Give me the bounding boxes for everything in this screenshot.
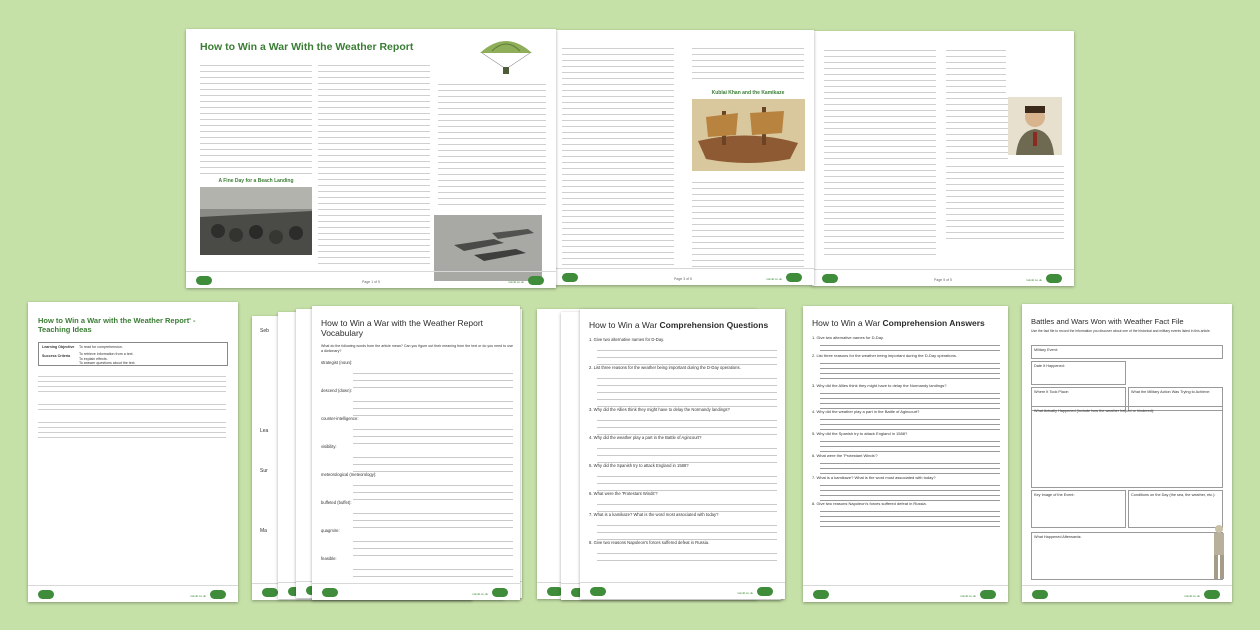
- page-footer: [812, 269, 1074, 286]
- answers-page: [803, 306, 1008, 602]
- question-item: 8. Give two reasons Napoleon's forces suffered defeat in Russia.: [589, 540, 710, 545]
- vocab-word: counter-intelligence:: [321, 416, 359, 421]
- question-item: 6. What were the 'Protestant Winds'?: [589, 491, 658, 496]
- answer-text: [820, 437, 1000, 453]
- vocabulary-intro: What do the following words from the article mean? Can you figure out their meaning from the text or do you need to use a dictionary?: [321, 344, 513, 353]
- answer-text: [820, 359, 1000, 383]
- vocabulary-page: [312, 306, 520, 600]
- page-footer: [28, 585, 238, 602]
- field-happened: [1031, 406, 1223, 488]
- page-footer: [580, 582, 785, 599]
- criteria-item: To retrieve information from a text.: [79, 352, 134, 356]
- answer-text: [820, 341, 1000, 353]
- answer-lines: [353, 367, 513, 388]
- field-aim-label: What the Military Action Was Trying to Achieve:: [1131, 390, 1211, 394]
- vocab-word: visibility:: [321, 444, 337, 449]
- answer-lines: [597, 442, 777, 463]
- page-number: Page 5 of 5: [934, 278, 952, 282]
- article-text: [200, 60, 312, 176]
- article-text: [692, 43, 804, 83]
- soldier-illustration: [1210, 522, 1228, 582]
- vocab-word: meteorological (meteorology):: [321, 472, 377, 477]
- questions-page: [580, 309, 785, 599]
- article-text: [438, 79, 546, 209]
- objective-text: To read for comprehension.: [79, 345, 123, 349]
- beach-landing-image: [200, 187, 312, 255]
- answer-lines: [597, 498, 777, 512]
- article-page-3: [552, 30, 814, 285]
- questions-title-plain: How to Win a War: [589, 320, 660, 330]
- answers-list: [812, 335, 1000, 527]
- vocabulary-list: [321, 360, 513, 577]
- answer-lines: [597, 519, 777, 540]
- footer-url: twinkl.co.uk: [190, 594, 206, 598]
- criteria-item: To explain effects.: [79, 356, 108, 361]
- footer-url: twinkl.co.uk: [1026, 278, 1042, 282]
- field-conditions: [1128, 490, 1223, 528]
- field-event: [1031, 345, 1223, 359]
- answer-lines: [353, 423, 513, 444]
- side-label: Seb: [260, 328, 269, 334]
- article-text: [318, 60, 430, 268]
- fact-file-title: Battles and Wars Won with Weather Fact File: [1031, 317, 1184, 326]
- field-after-label: What Happened Afterwards:: [1034, 535, 1082, 539]
- objective-label: Learning Objective: [42, 345, 75, 349]
- answer-question: 1. Give two alternative names for D-Day.: [812, 335, 884, 340]
- fact-file-page: [1022, 304, 1232, 602]
- footer-url: twinkl.co.uk: [960, 594, 976, 598]
- vocab-word: quagmire:: [321, 528, 340, 533]
- question-item: 1. Give two alternative names for D-Day.: [589, 337, 665, 342]
- vocab-word: strategist (noun):: [321, 360, 353, 365]
- questions-list: [589, 337, 777, 561]
- answer-text: [820, 459, 1000, 475]
- page-number: Page 3 of 5: [674, 277, 692, 281]
- answer-question: 7. What is a kamikaze? What is the word most associated with today?: [812, 475, 936, 480]
- answer-lines: [353, 451, 513, 472]
- vocab-word: feasible:: [321, 556, 337, 561]
- section-subheading: A Fine Day for a Beach Landing: [218, 178, 294, 184]
- answer-question: 8. Give two reasons Napoleon's forces suffered defeat in Russia.: [812, 501, 927, 506]
- kublai-khan-image: [692, 99, 805, 171]
- answer-lines: [597, 547, 777, 561]
- page-footer: [186, 271, 556, 288]
- answer-question: 4. Why did the weather play a part in the Battle of Agincourt?: [812, 409, 920, 414]
- field-image-label: Key Image of the Event:: [1034, 493, 1075, 497]
- article-text: [692, 177, 804, 269]
- answers-title-bold: Comprehension Answers: [882, 318, 985, 328]
- side-label: Sur: [260, 468, 268, 474]
- answer-question: 2. List three reasons for the weather being important during the D-Day operations.: [812, 353, 957, 358]
- page-footer: [803, 585, 1008, 602]
- answer-lines: [353, 563, 513, 577]
- criteria-item: To answer questions about the text.: [79, 361, 136, 365]
- article-text: [562, 43, 674, 268]
- answers-title-plain: How to Win a War: [812, 318, 883, 328]
- teaching-text: [38, 418, 226, 438]
- answer-question: 5. Why did the Spanish try to attack England in 1588?: [812, 431, 908, 436]
- article-text: [824, 45, 936, 260]
- answers-title: [812, 318, 985, 328]
- question-item: 4. Why did the weather play a part in the Battle of Agincourt?: [589, 435, 702, 440]
- page-number: Page 1 of 5: [362, 280, 380, 284]
- teaching-ideas-title: How to Win a War with the Weather Report' - Teaching Ideas: [38, 316, 196, 334]
- question-item: 7. What is a kamikaze? What is the word most associated with today?: [589, 512, 719, 517]
- criteria-label: Success Criteria: [42, 354, 71, 358]
- parachute-icon: [476, 35, 536, 75]
- field-happened-label: What Actually Happened (Include how the weather helped or hindered):: [1034, 409, 1155, 413]
- answer-lines: [353, 507, 513, 528]
- field-image: [1031, 490, 1126, 528]
- article-page-1: [186, 29, 556, 288]
- questions-title-bold: Comprehension Questions: [659, 320, 769, 330]
- question-item: 2. List three reasons for the weather being important during the D-Day operations.: [589, 365, 741, 370]
- fact-file-intro: Use the fact file to record the information you discover about one of the historical and military events listed in this article.: [1031, 329, 1211, 333]
- article-title: How to Win a War With the Weather Report: [200, 41, 414, 53]
- footer-url: twinkl.co.uk: [508, 280, 524, 284]
- answer-text: [820, 389, 1000, 409]
- section-subheading: Kublai Khan and the Kamikaze: [711, 90, 785, 96]
- answer-text: [820, 481, 1000, 501]
- answer-question: 3. Why did the Allies think they might have to delay the Normandy landings?: [812, 383, 947, 388]
- page-footer: [312, 583, 520, 600]
- side-label: Ma: [260, 528, 267, 534]
- objectives-box: [38, 342, 228, 366]
- answer-lines: [353, 395, 513, 416]
- answer-lines: [353, 535, 513, 556]
- footer-url: twinkl.co.uk: [1184, 594, 1200, 598]
- teaching-text: [38, 372, 226, 396]
- footer-url: twinkl.co.uk: [737, 591, 753, 595]
- question-item: 3. Why did the Allies think they might have to delay the Normandy landings?: [589, 407, 730, 412]
- answer-lines: [597, 372, 777, 407]
- question-item: 5. Why did the Spanish try to attack England in 1588?: [589, 463, 689, 468]
- field-date-label: Date It Happened:: [1034, 364, 1065, 368]
- footer-url: twinkl.co.uk: [472, 592, 488, 596]
- answer-lines: [597, 344, 777, 365]
- page-footer: [552, 268, 814, 285]
- answer-lines: [353, 479, 513, 500]
- answer-question: 6. What were the 'Protestant Winds'?: [812, 453, 878, 458]
- answer-lines: [597, 414, 777, 435]
- vocab-word: buffeted (buffet):: [321, 500, 352, 505]
- teaching-ideas-page: [28, 302, 238, 602]
- field-after: [1031, 532, 1223, 580]
- field-place-label: Where It Took Place:: [1034, 390, 1069, 394]
- teaching-text: [38, 400, 226, 414]
- answer-text: [820, 415, 1000, 431]
- field-date: [1031, 361, 1126, 385]
- answer-text: [820, 507, 1000, 527]
- vocabulary-title: How to Win a War with the Weather Report Vocabulary: [321, 318, 484, 338]
- field-conditions-label: Conditions on the Day (the sea, the weather, etc.):: [1131, 493, 1216, 497]
- field-event-label: Military Event:: [1034, 348, 1058, 352]
- portrait-image: [1008, 97, 1062, 155]
- answer-lines: [597, 470, 777, 491]
- article-page-5: [812, 31, 1074, 286]
- footer-url: twinkl.co.uk: [766, 277, 782, 281]
- vocab-word: descend (down):: [321, 388, 352, 393]
- page-footer: [1022, 585, 1232, 602]
- questions-title: [589, 320, 768, 330]
- side-label: Lea: [260, 428, 269, 434]
